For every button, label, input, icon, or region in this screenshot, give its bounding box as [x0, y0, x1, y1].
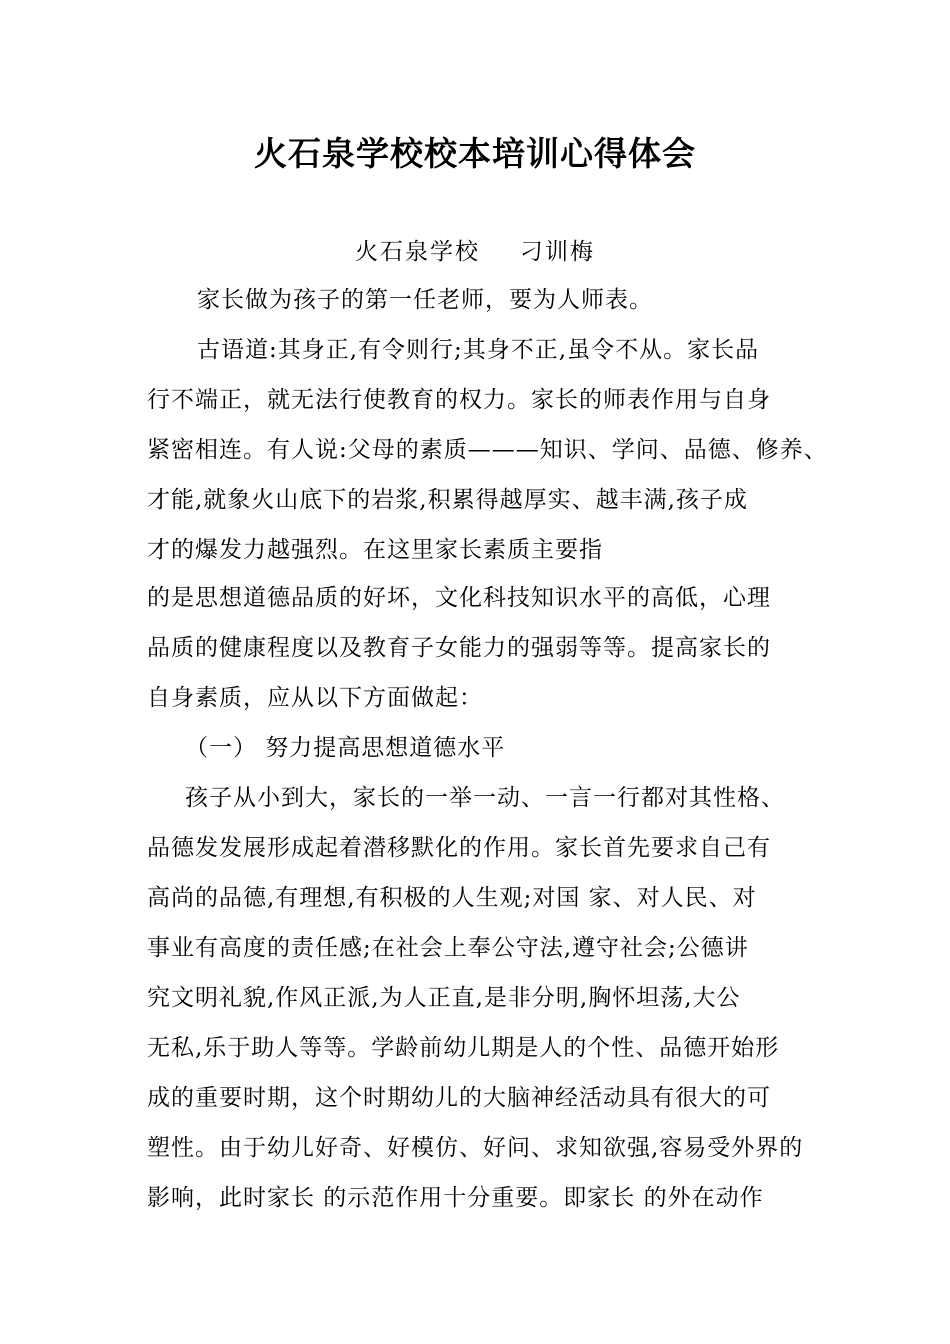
text-line: 自身素质，应从以下方面做起： — [147, 685, 483, 711]
text-line: 古语道:其身正,有令则行;其身不正,虽令不从。家长品 — [197, 337, 760, 363]
byline-school: 火石泉学校 — [355, 239, 480, 265]
text-line: 行不端正，就无法行使教育的权力。家长的师表作用与自身 — [147, 387, 771, 413]
text-line: 成的重要时期，这个时期幼儿的大脑神经活动具有很大的可 — [147, 1085, 771, 1111]
byline — [0, 233, 950, 266]
text-line: 究文明礼貌,作风正派,为人正直,是非分明,胸怀坦荡,大公 — [147, 985, 741, 1011]
text-line: 高尚的品德,有理想,有积极的人生观;对国 家、对人民、对 — [147, 885, 757, 911]
text-line: 家长做为孩子的第一任老师，要为人师表。 — [197, 287, 653, 313]
text-line: 才的爆发力越强烈。在这里家长素质主要指 — [147, 537, 603, 563]
section-heading: （一） 努力提高思想道德水平 — [185, 735, 506, 761]
text-line: 紧密相连。有人说:父母的素质———知识、学问、品德、修养、 — [147, 437, 828, 463]
text-line: 才能,就象火山底下的岩浆,积累得越厚实、越丰满,孩子成 — [147, 487, 748, 513]
text-line: 塑性。由于幼儿好奇、好模仿、好问、求知欲强,容易受外界的 — [147, 1135, 804, 1161]
text-line: 品质的健康程度以及教育子女能力的强弱等等。提高家长的 — [147, 635, 771, 661]
byline-author: 刁训梅 — [520, 239, 595, 265]
text-line: 的是思想道德品质的好坏，文化科技知识水平的高低，心理 — [147, 585, 771, 611]
text-line: 事业有高度的责任感;在社会上奉公守法,遵守社会;公德讲 — [147, 935, 749, 961]
text-line: 孩子从小到大，家长的一举一动、一言一行都对其性格、 — [185, 785, 785, 811]
text-line: 影响，此时家长 的示范作用十分重要。即家长 的外在动作 — [147, 1185, 764, 1211]
text-line: 无私,乐于助人等等。学龄前幼儿期是人的个性、品德开始形 — [147, 1035, 780, 1061]
text-line: 品德发发展形成起着潜移默化的作用。家长首先要求自己有 — [147, 835, 771, 861]
document-title: 火石泉学校校本培训心得体会 — [254, 134, 696, 173]
